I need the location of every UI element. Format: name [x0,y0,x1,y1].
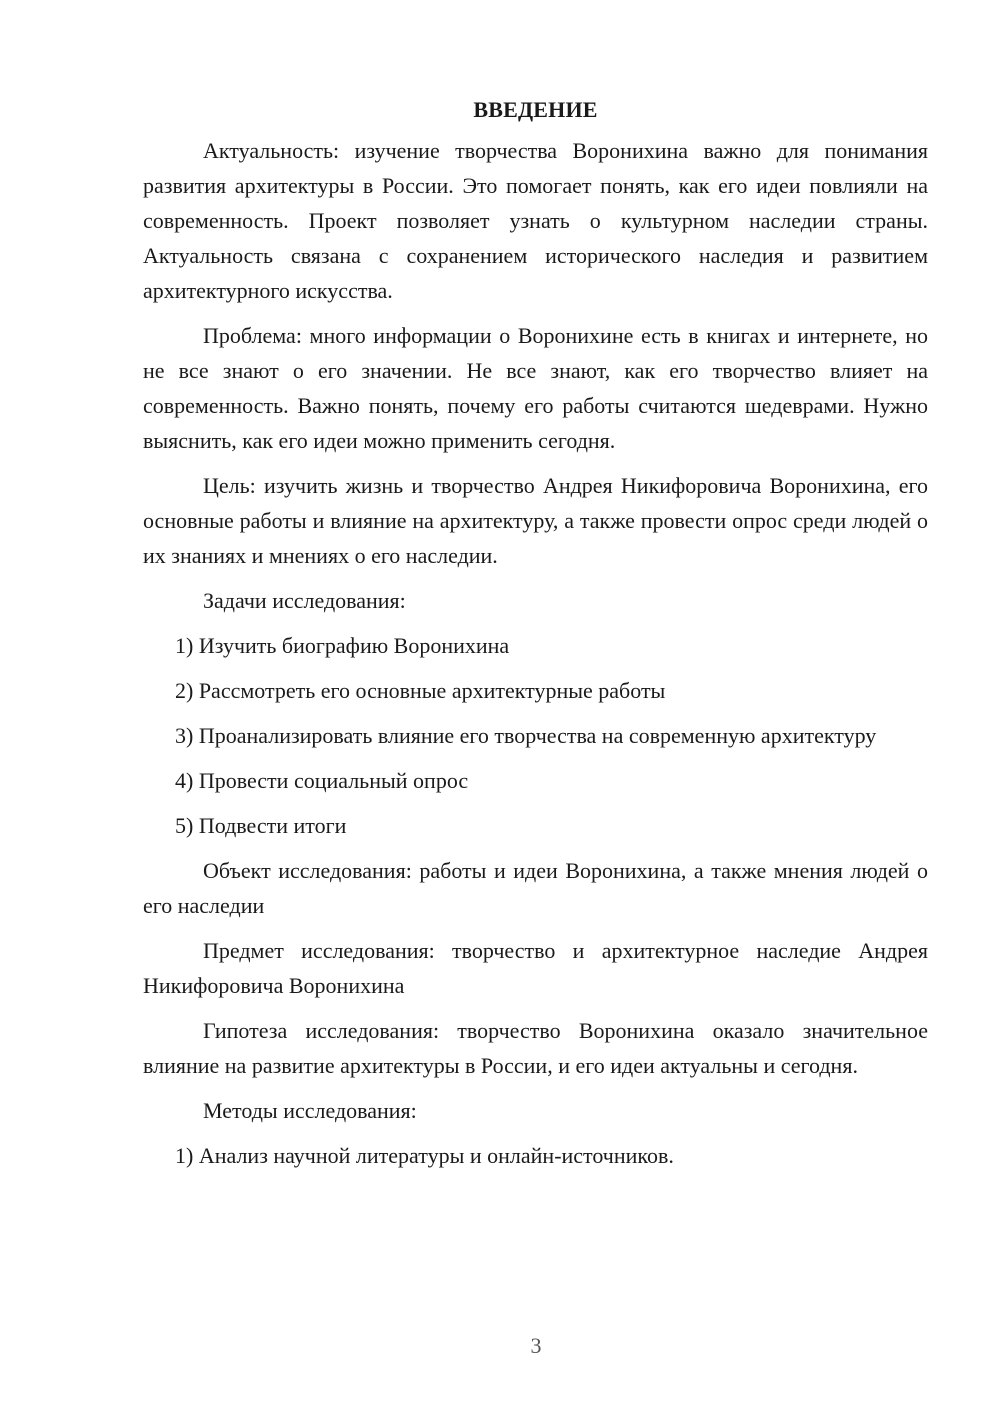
task-item-3: 3) Проанализировать влияние его творчества на современную архитектуру [175,723,877,748]
object-paragraph: Объект исследования: работы и идеи Воронихина, а также мнения людей о его наследии [143,858,928,918]
relevance-paragraph: Актуальность: изучение творчества Воронихина важно для понимания развития архитектуры в России. Это помогает понять, как его идеи повлияли на современность. Проект позволяет узнать о культурном наследии страны. Актуальность связана с сохранением исторического наследия и развитием архитектурного искусства. [143,138,928,303]
page-number: 3 [530,1333,542,1358]
subject-paragraph: Предмет исследования: творчество и архитектурное наследие Андрея Никифоровича Воронихина [143,938,928,998]
problem-paragraph: Проблема: много информации о Воронихине есть в книгах и интернете, но не все знают о его значении. Не все знают, как его творчество влияет на современность. Важно понять, почему его работы считаются шедеврами. Нужно выяснить, как его идеи можно применить сегодня. [143,323,928,453]
task-item-4: 4) Провести социальный опрос [175,768,469,793]
document-body [143,92,928,1183]
task-item-2: 2) Рассмотреть его основные архитектурные работы [175,678,666,703]
task-item-5: 5) Подвести итоги [175,813,347,838]
goal-paragraph: Цель: изучить жизнь и творчество Андрея Никифоровича Воронихина, его основные работы и влияние на архитектуру, а также провести опрос среди людей о их знаниях и мнениях о его наследии. [143,473,928,568]
tasks-heading: Задачи исследования: [203,588,406,613]
methods-heading: Методы исследования: [203,1098,417,1123]
hypothesis-paragraph: Гипотеза исследования: творчество Воронихина оказало значительное влияние на развитие архитектуры в России, и его идеи актуальны и сегодня. [143,1018,928,1078]
task-item-1: 1) Изучить биографию Воронихина [175,633,510,658]
method-item-1: 1) Анализ научной литературы и онлайн-источников. [175,1143,674,1168]
section-title: ВВЕДЕНИЕ [473,97,598,122]
